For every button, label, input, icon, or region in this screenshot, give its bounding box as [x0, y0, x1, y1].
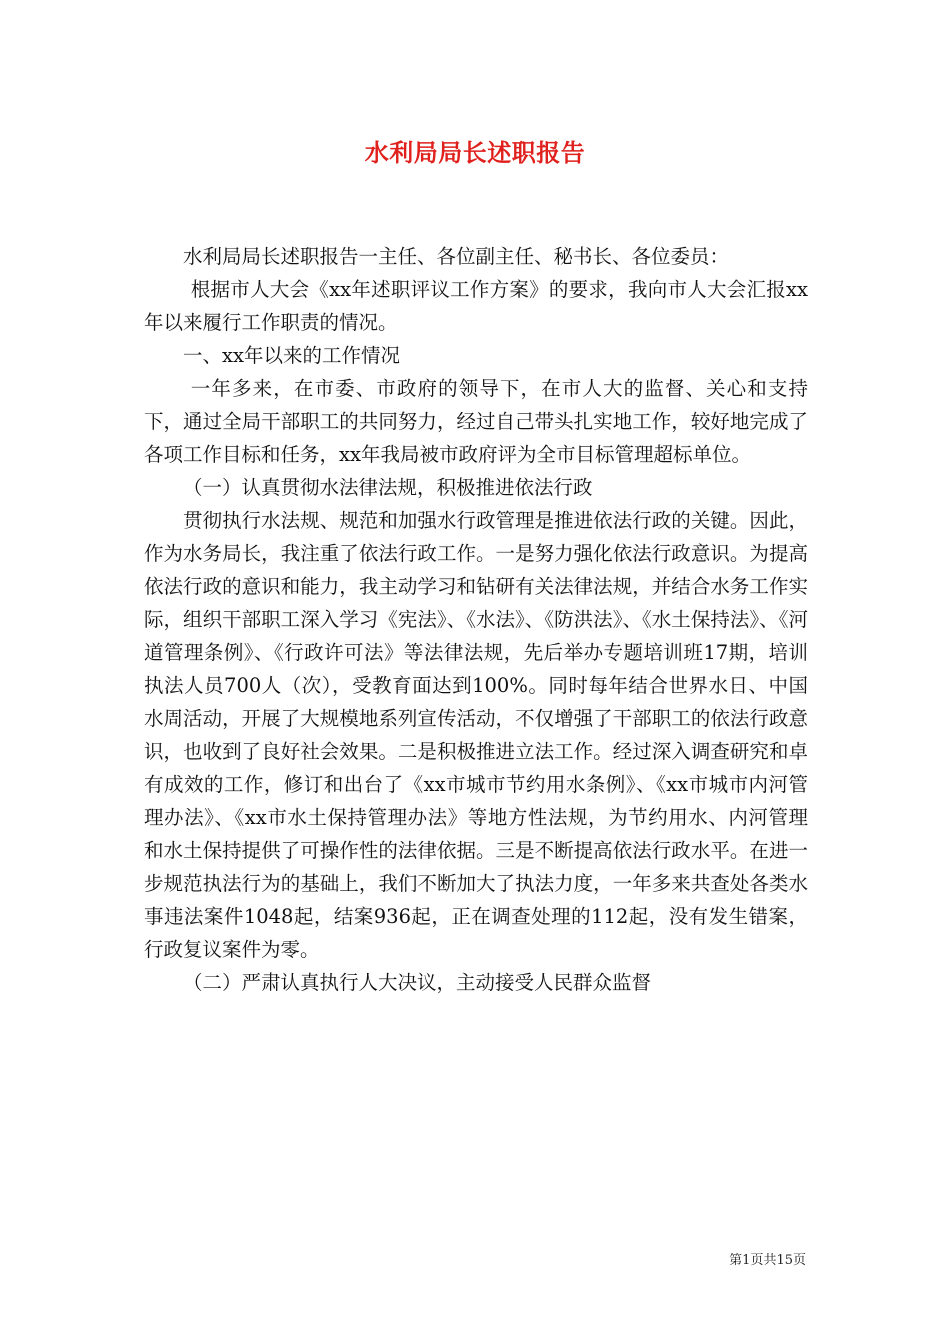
subsection-heading-1: （一）认真贯彻水法律法规，积极推进依法行政 — [183, 476, 593, 499]
law-enforcement-paragraph: 贯彻执行水法规、规范和加强水行政管理是推进依法行政的关键。因此，作为水务局长，我注重了依法行政工作。一是努力强化依法行政意识。为提高依法行政的意识和能力，我主动学习和钻研有关法律法规，并结合水务工作实际，组织干部职工深入学习《宪法》、《水法》、《防洪法》、《水土保持法》、《河道管理条例》、《行政许可法》等法律法规，先后举办专题培训班17期，培训执法人员700人（次），受教育面达到100%。同时每年结合世界水日、中国水周活动，开展了大规模地系列宣传活动，不仅增强了干部职工的依法行政意识，也收到了良好社会效果。二是积极推进立法工作。经过深入调查研究和卓有成效的工作，修订和出台了《xx市城市节约用水条例》、《xx市城市内河管理办法》、《xx市水土保持管理办法》等地方性法规，为节约用水、内河管理和水土保持提供了可操作性的法律依据。三是不断提高依法行政水平。在进一步规范执法行为的基础上，我们不断加大了执法力度，一年多来共查处各类水事违法案件1048起，结案936起，正在调查处理的112起，没有发生错案，行政复议案件为零。 — [144, 509, 808, 961]
document-body — [144, 240, 808, 999]
subsection-heading-2: （二）严肃认真执行人大决议，主动接受人民群众监督 — [183, 971, 652, 994]
overview-paragraph: 一年多来，在市委、市政府的领导下，在市人大的监督、关心和支持下，通过全局干部职工的共同努力，经过自己带头扎实地工作，较好地完成了各项工作目标和任务，xx年我局被市政府评为全市目标管理超标单位。 — [144, 377, 808, 466]
document-title: 水利局局长述职报告 — [364, 138, 586, 167]
page-number: 第1页共15页 — [729, 1253, 806, 1268]
intro-paragraph: 根据市人大会《xx年述职评议工作方案》的要求，我向市人大会汇报xx年以来履行工作职责的情况。 — [144, 278, 808, 334]
section-heading-1: 一、xx年以来的工作情况 — [183, 344, 400, 367]
salutation-paragraph: 水利局局长述职报告一主任、各位副主任、秘书长、各位委员： — [183, 245, 730, 268]
